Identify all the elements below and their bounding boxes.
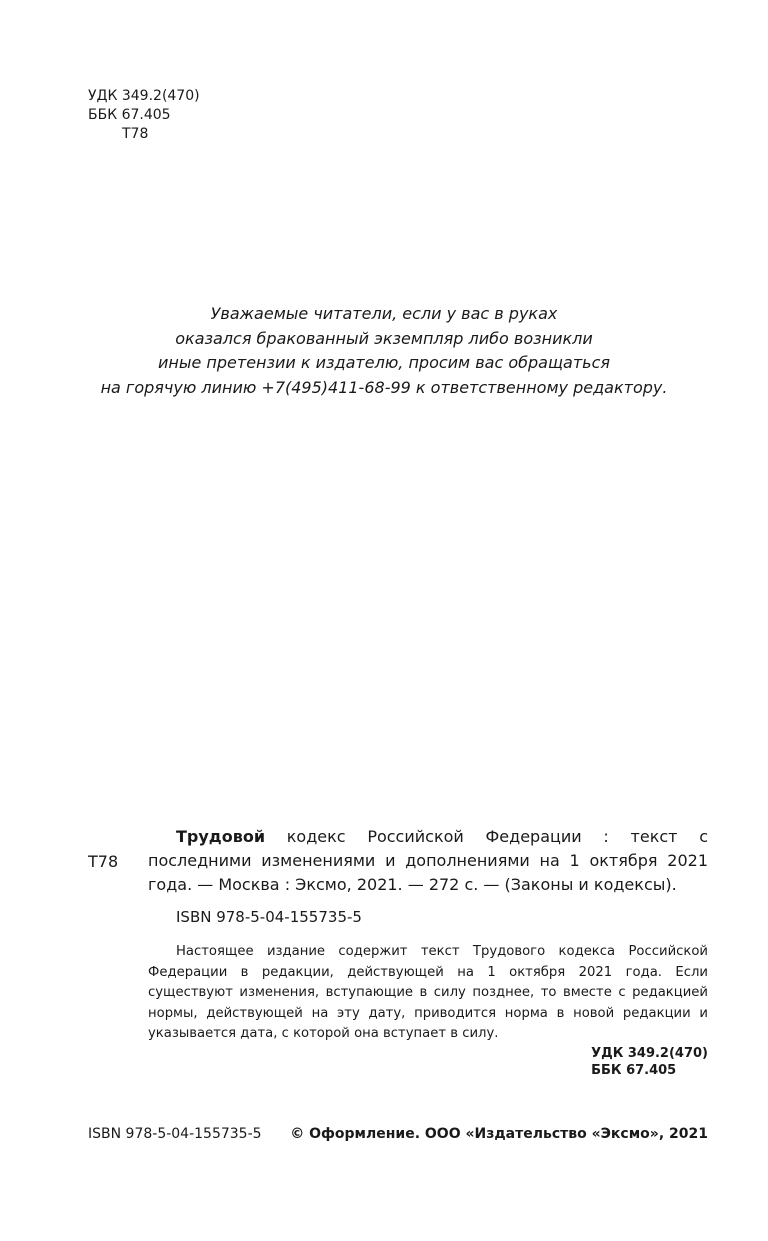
notice-line-1: Уважаемые читатели, если у вас в руках [210, 304, 558, 323]
bib-description-text: кодекс Российской Федерации : текст с последними изменениями и дополнениями на 1 октября 2021 года. — Москва : Эксмо, 2021. — 272 с. — (Законы и кодексы). [148, 827, 708, 894]
author-mark: Т78 [122, 126, 149, 142]
notice-line-2: оказался бракованный экземпляр либо возникли [175, 328, 593, 348]
notice-line-4: на горячую линию +7(495)411-68-99 к ответственному редактору. [100, 377, 668, 397]
bibliographic-record [148, 825, 708, 897]
annotation-text: Настоящее издание содержит текст Трудового кодекса Российской Федерации в редакции, действующей на 1 октября 2021 года. Если существуют изменения, вступающие в силу позднее, то вместе с редакцией нормы, действующей на эту дату, приводится норма в новой редакции и указывается дата, с которой она вступает в силу. [148, 944, 708, 1041]
bib-description [148, 825, 708, 897]
bib-author-mark: Т78 [88, 852, 119, 871]
classification-top-left [88, 87, 200, 144]
notice-line-3: иные претензии к издателю, просим вас обращаться [158, 353, 610, 372]
udk-code-right: УДК 349.2(470) [591, 1046, 708, 1061]
classification-right [591, 1045, 708, 1079]
reader-notice [40, 302, 728, 400]
bbk-code-right: ББК 67.405 [591, 1063, 677, 1078]
udk-code: УДК 349.2(470) [88, 88, 200, 104]
bbk-code: ББК 67.405 [88, 107, 171, 123]
footer-copyright: © Оформление. ООО «Издательство «Эксмо», 2021 [290, 1126, 708, 1142]
footer-isbn: ISBN 978-5-04-155735-5 [88, 1126, 262, 1142]
annotation [148, 942, 708, 1045]
bib-isbn: ISBN 978-5-04-155735-5 [176, 908, 362, 926]
bib-title-word: Трудовой [176, 827, 266, 846]
